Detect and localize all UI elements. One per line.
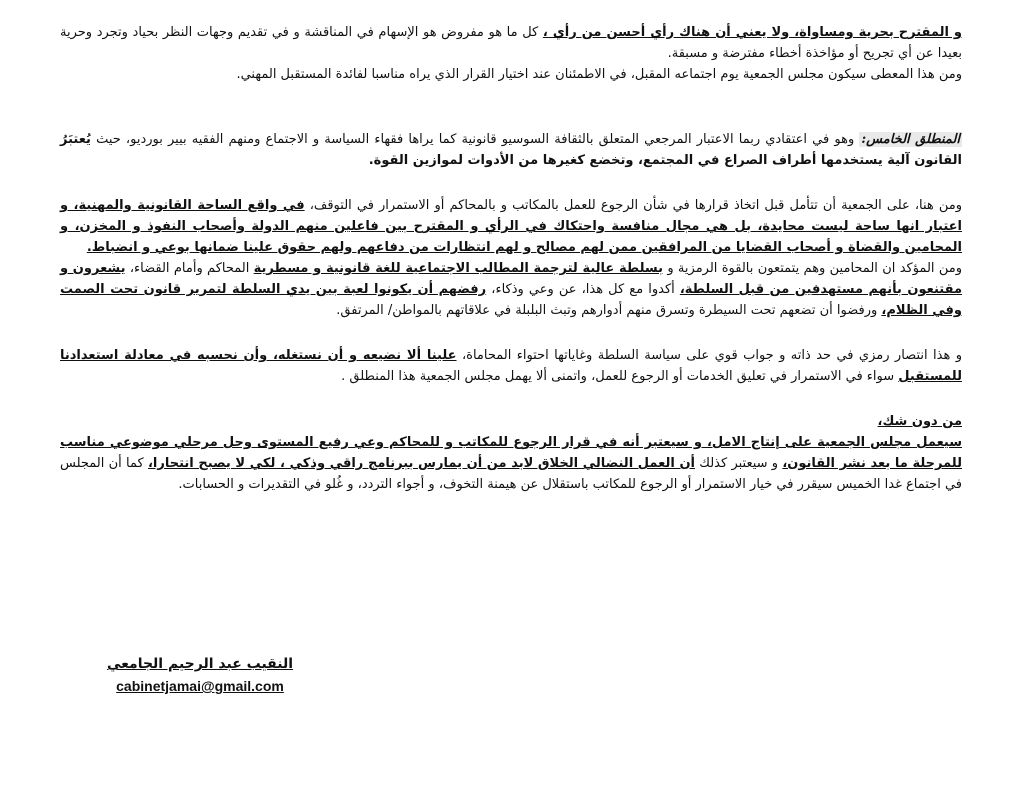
paragraph-5-bold-1: بسلطة عالية لترجمة المطالب الاجتماعية للغة قانونية و مسطرية: [253, 261, 663, 276]
paragraph-7: [60, 411, 962, 495]
paragraph-3: [60, 129, 962, 171]
paragraph-6-text-1: و هذا انتصار رمزي في حد ذاته و جواب قوي على سياسة السلطة وغاياتها احتواء المحاماة،: [456, 348, 962, 363]
paragraph-6-bold: علينا ألا نضيعه و أن نستغله، وأن نحسبه في معادلة استعدادنا للمستقبل: [60, 348, 962, 384]
paragraph-5-text-3: أكدوا مع كل هذا، عن وعي وذكاء،: [486, 282, 680, 297]
paragraph-2: ومن هذا المعطى سيكون مجلس الجمعية يوم اجتماعه المقبل، في الاطمئنان عند اختيار القرار الذي يراه مناسبا لفائدة المستقبل المهني.: [236, 67, 962, 82]
paragraph-1-bold: و المقترح بحرية ومساواة، ولا يعني أن هناك رأي أحسن من رأي ،: [542, 25, 963, 40]
paragraph-1: [60, 22, 962, 64]
paragraph-5-text-4: ورفضوا أن تضعهم تحت السيطرة وتسرق منهم أدوارهم وتبث البلبلة في علاقاتهم بالمواطن/ المرتفق.: [336, 303, 882, 318]
paragraph-6: [60, 345, 962, 387]
signature-block: [100, 654, 300, 694]
paragraph-3-bold: يُعتبَرُ القانون آلية يستخدمها أطراف الصراع في المجتمع، وتخضع كغيرها من الأدوات لموازين القوة.: [60, 132, 962, 168]
section-label-fifth: المنطلق الخامس:: [861, 132, 960, 147]
paragraph-7-bold-2: أن العمل النضالي الخلاق لابد من أن يمارس ببرنامج راقي وذكي ، لكي لا يصبح انتحارا،: [147, 456, 695, 471]
paragraph-3-text: وهو في اعتقادي ربما الاعتبار المرجعي المتعلق بالثقافة السوسيو قانونية كما يراها فقهاء السياسة و الاجتماع ومنهم الفقيه بيير بورديو، حيث: [90, 132, 860, 147]
paragraph-5-bold-3: رفضهم أن يكونوا لعبة بين يدي السلطة لتمرير قانون تحت الصمت وفي الظلام،: [60, 282, 962, 318]
paragraph-1-text: كل ما هو مفروض هو الإسهام في المناقشة و في تقديم وجهات النظر بحياد وتجرد وحرية بعيدا عن أي تجريح أو مؤاخذة أخطاء مفترضة و مسبقة.: [60, 25, 962, 61]
letter-body: [60, 22, 962, 495]
paragraph-7-text-2: كما أن المجلس في اجتماع غدا الخميس سيقرر في خيار الاستمرار أو الرجوع للمكاتب باستقلال عن هيمنة التخوف، و أجواء التردد، و غُلو في التقديرات و الحسابات.: [60, 456, 962, 492]
paragraph-7-heading: من دون شك،: [877, 414, 962, 429]
paragraph-4-text: ومن هنا، على الجمعية أن تتأمل قبل اتخاذ قرارها في شأن الرجوع للعمل بالمكاتب و بالمحاكم أو الاستمرار في التوقف،: [304, 198, 962, 213]
paragraph-4: [60, 195, 962, 258]
paragraph-5-bold-2: يشعرون و مقتنعون بأنهم مستهدفين من قبل السلطة،: [60, 261, 962, 297]
paragraph-5-text-2: المحاكم وأمام القضاء،: [125, 261, 254, 276]
paragraph-5: [60, 258, 962, 321]
paragraph-5-text-1: ومن المؤكد ان المحامين وهم يتمتعون بالقوة الرمزية و: [663, 261, 962, 276]
signature-name: النقيب عبد الرحيم الجامعي: [106, 656, 294, 672]
signature-email[interactable]: cabinetjamai@gmail.com: [116, 678, 284, 694]
paragraph-4-bold: في واقع الساحة القانونية والمهنية، و اعتبار انها ساحة ليست محايدة، بل هي مجال منافسة واحتكاك في الرأي و المقترح بين فاعلين منهم الدولة وأصحاب النفوذ و المخزن، و المحامين والقضاة و أصحاب القضايا من المرافقين ممن لهم مصالح و لهم انتظارات من دفاعهم ولهم حقوق علينا ضمانها بوعي و انضباط.: [60, 198, 962, 255]
paragraph-7-text-1: و سيعتبر كذلك: [695, 456, 783, 471]
paragraph-6-text-2: سواء في الاستمرار في تعليق الخدمات أو الرجوع للعمل، واتمنى ألا يهمل مجلس الجمعية هذا المنطلق .: [341, 369, 899, 384]
paragraph-7-bold-1: سيعمل مجلس الجمعية على إنتاج الامل، و سيعتبر أنه في قرار الرجوع للمكاتب و للمحاكم وعي رفيع المستوى وحل مرحلي موضوعي مناسب للمرحلة ما بعد نشر القانون،: [60, 435, 962, 471]
